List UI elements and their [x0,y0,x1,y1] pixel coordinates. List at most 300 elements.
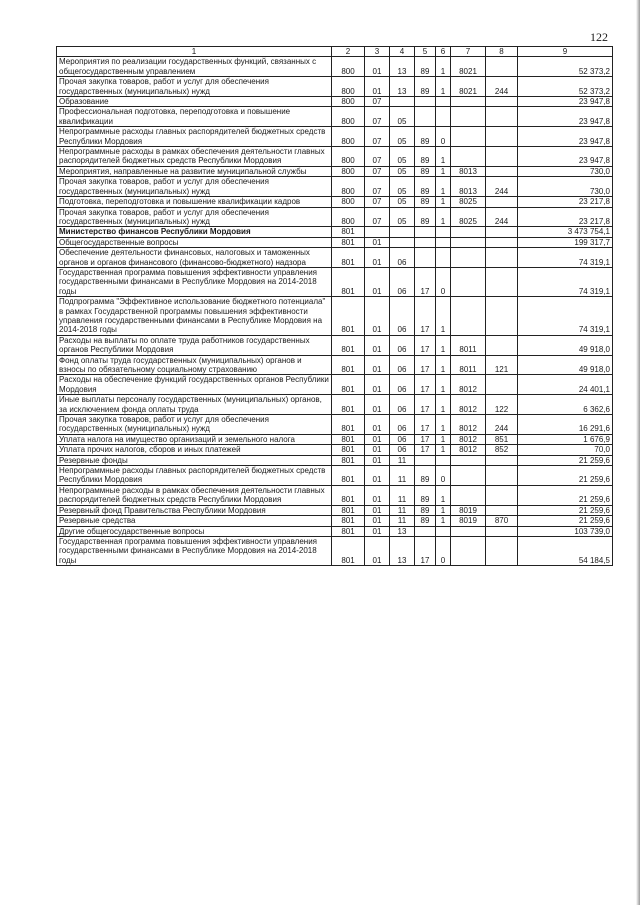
cell-program: 89 [415,516,436,526]
cell-expense-name: Мероприятия по реализации государственных функций, связанных с общегосударственным управлением [57,57,332,77]
cell-subprogram: 1 [436,415,451,435]
cell-section: 07 [365,177,390,197]
cell-amount: 52 373,2 [518,57,613,77]
cell-subprogram: 0 [436,127,451,147]
cell-subprogram: 1 [436,207,451,227]
cell-expense-name: Иные выплаты персоналу государственных (муниципальных) органов, за исключением фонда оплаты труда [57,395,332,415]
cell-program [415,455,436,465]
cell-ministry-code: 801 [332,248,365,268]
cell-expense-name: Государственная программа повышения эффективности управления государственными финансами в Республике Мордовия на 2014-2018 годы [57,536,332,565]
cell-subsection [390,227,415,237]
cell-subsection: 13 [390,57,415,77]
cell-subprogram [436,526,451,536]
cell-subsection: 11 [390,485,415,505]
cell-program [415,248,436,268]
cell-subsection: 06 [390,297,415,336]
cell-section: 01 [365,434,390,444]
cell-subprogram: 0 [436,466,451,486]
cell-amount: 6 362,6 [518,395,613,415]
cell-expense-type [486,248,518,268]
cell-amount: 54 184,5 [518,536,613,565]
cell-ministry-code: 800 [332,57,365,77]
cell-section: 07 [365,127,390,147]
cell-expense-name: Прочая закупка товаров, работ и услуг для обеспечения государственных (муниципальных) нужд [57,77,332,97]
cell-subsection: 06 [390,434,415,444]
cell-subprogram [436,97,451,107]
cell-subprogram: 1 [436,445,451,455]
cell-program [415,237,436,247]
cell-target-item [451,227,486,237]
cell-expense-name: Прочая закупка товаров, работ и услуг для обеспечения государственных (муниципальных) нужд [57,207,332,227]
cell-ministry-code: 801 [332,445,365,455]
table-row [57,536,613,565]
cell-section: 07 [365,97,390,107]
cell-expense-name: Подготовка, переподготовка и повышение квалификации кадров [57,197,332,207]
cell-ministry-code: 801 [332,485,365,505]
cell-target-item [451,237,486,247]
cell-target-item [451,107,486,127]
table-row [57,434,613,444]
cell-ministry-code: 801 [332,434,365,444]
cell-subsection: 05 [390,147,415,167]
cell-expense-name: Образование [57,97,332,107]
cell-ministry-code: 801 [332,415,365,435]
cell-subprogram: 1 [436,166,451,176]
cell-amount: 21 259,6 [518,505,613,515]
cell-target-item: 8025 [451,197,486,207]
cell-program: 17 [415,395,436,415]
cell-expense-type [486,455,518,465]
cell-ministry-code: 801 [332,455,365,465]
cell-subsection: 06 [390,267,415,296]
cell-target-item [451,248,486,268]
cell-subprogram: 1 [436,297,451,336]
cell-amount: 23 947,8 [518,147,613,167]
table-row [57,297,613,336]
cell-expense-type: 121 [486,355,518,375]
cell-expense-type [486,227,518,237]
cell-expense-name: Уплата прочих налогов, сборов и иных платежей [57,445,332,455]
cell-target-item: 8012 [451,395,486,415]
cell-amount: 730,0 [518,177,613,197]
cell-ministry-code: 800 [332,107,365,127]
cell-amount: 23 217,8 [518,207,613,227]
cell-subprogram: 1 [436,57,451,77]
cell-target-item [451,485,486,505]
column-header: 2 [332,47,365,57]
table-row [57,395,613,415]
cell-ministry-code: 800 [332,97,365,107]
cell-program: 17 [415,355,436,375]
cell-expense-name: Уплата налога на имущество организаций и земельного налога [57,434,332,444]
cell-amount: 21 259,6 [518,455,613,465]
cell-expense-name: Государственная программа повышения эффективности управления государственными финансами в Республике Мордовия на 2014-2018 годы [57,267,332,296]
cell-amount: 24 401,1 [518,375,613,395]
cell-expense-type: 122 [486,395,518,415]
cell-ministry-code: 801 [332,355,365,375]
cell-amount: 74 319,1 [518,267,613,296]
cell-program [415,526,436,536]
cell-program: 89 [415,77,436,97]
cell-expense-name: Непрограммные расходы главных распорядителей бюджетных средств Республики Мордовия [57,127,332,147]
cell-subsection: 06 [390,445,415,455]
cell-expense-type: 244 [486,207,518,227]
cell-section: 07 [365,107,390,127]
cell-ministry-code: 801 [332,237,365,247]
cell-subprogram: 1 [436,177,451,197]
cell-expense-name: Прочая закупка товаров, работ и услуг для обеспечения государственных (муниципальных) нужд [57,415,332,435]
cell-amount: 49 918,0 [518,355,613,375]
cell-expense-name: Другие общегосударственные вопросы [57,526,332,536]
table-row [57,526,613,536]
cell-expense-type [486,526,518,536]
budget-table [56,46,613,566]
cell-target-item [451,267,486,296]
cell-target-item: 8011 [451,335,486,355]
cell-target-item [451,127,486,147]
table-row [57,375,613,395]
cell-subprogram [436,248,451,268]
cell-ministry-code: 801 [332,297,365,336]
cell-program: 89 [415,57,436,77]
cell-subprogram: 0 [436,536,451,565]
cell-subprogram: 1 [436,516,451,526]
cell-subprogram: 0 [436,267,451,296]
column-header: 5 [415,47,436,57]
cell-section: 07 [365,166,390,176]
cell-subprogram: 1 [436,335,451,355]
cell-amount: 16 291,6 [518,415,613,435]
cell-expense-type [486,237,518,247]
scan-edge-shadow [636,0,640,905]
table-row [57,147,613,167]
header-row [57,47,613,57]
cell-subprogram [436,237,451,247]
cell-ministry-code: 801 [332,227,365,237]
cell-target-item: 8021 [451,57,486,77]
column-header: 4 [390,47,415,57]
cell-expense-type [486,375,518,395]
cell-target-item: 8013 [451,177,486,197]
cell-expense-type [486,536,518,565]
cell-subprogram: 1 [436,147,451,167]
cell-expense-type [486,505,518,515]
cell-ministry-code: 800 [332,77,365,97]
cell-ministry-code: 800 [332,166,365,176]
cell-subsection: 11 [390,455,415,465]
cell-expense-type: 244 [486,177,518,197]
cell-target-item: 8012 [451,415,486,435]
cell-amount: 21 259,6 [518,516,613,526]
cell-ministry-code: 800 [332,127,365,147]
cell-target-item: 8019 [451,516,486,526]
cell-program: 17 [415,415,436,435]
cell-target-item [451,526,486,536]
cell-subprogram: 1 [436,375,451,395]
cell-program: 17 [415,434,436,444]
table-row [57,355,613,375]
cell-subsection: 11 [390,466,415,486]
cell-section: 07 [365,197,390,207]
cell-section: 07 [365,147,390,167]
cell-section: 01 [365,237,390,247]
cell-target-item [451,536,486,565]
cell-section: 01 [365,248,390,268]
cell-section: 01 [365,415,390,435]
cell-target-item [451,97,486,107]
table-row [57,237,613,247]
cell-subsection: 05 [390,177,415,197]
cell-amount: 21 259,6 [518,466,613,486]
cell-target-item [451,147,486,167]
cell-target-item: 8019 [451,505,486,515]
table-body [57,57,613,566]
cell-program: 89 [415,177,436,197]
cell-target-item: 8025 [451,207,486,227]
cell-ministry-code: 800 [332,147,365,167]
cell-section: 01 [365,375,390,395]
cell-subsection: 13 [390,536,415,565]
cell-section: 07 [365,207,390,227]
table-row [57,127,613,147]
table-row [57,466,613,486]
cell-subsection: 06 [390,395,415,415]
cell-program: 89 [415,207,436,227]
cell-target-item [451,455,486,465]
cell-amount: 23 947,8 [518,97,613,107]
cell-ministry-code: 801 [332,466,365,486]
table-row [57,77,613,97]
table-row [57,248,613,268]
cell-subprogram: 1 [436,485,451,505]
cell-expense-name: Резервный фонд Правительства Республики Мордовия [57,505,332,515]
cell-section: 01 [365,57,390,77]
cell-subprogram: 1 [436,395,451,415]
cell-program: 89 [415,505,436,515]
cell-expense-type [486,57,518,77]
cell-target-item: 8012 [451,445,486,455]
cell-subprogram: 1 [436,355,451,375]
cell-program: 17 [415,267,436,296]
cell-ministry-code: 800 [332,207,365,227]
cell-expense-name: Резервные фонды [57,455,332,465]
cell-subsection: 05 [390,207,415,227]
cell-expense-name: Подпрограмма "Эффективное использование бюджетного потенциала" в рамках Государственной программы повышения эффективности управления государственными финансами в Республике Мордовия на 2014-2018 годы [57,297,332,336]
table-row [57,267,613,296]
cell-expense-type [486,107,518,127]
table-row [57,97,613,107]
cell-expense-name: Расходы на обеспечение функций государственных органов Республики Мордовия [57,375,332,395]
cell-amount: 199 317,7 [518,237,613,247]
cell-amount: 730,0 [518,166,613,176]
cell-subsection: 11 [390,516,415,526]
cell-section [365,227,390,237]
cell-ministry-code: 801 [332,516,365,526]
cell-program: 89 [415,166,436,176]
cell-expense-name: Фонд оплаты труда государственных (муниципальных) органов и взносы по обязательному социальному страхованию [57,355,332,375]
cell-subprogram [436,107,451,127]
table-row [57,445,613,455]
column-header: 8 [486,47,518,57]
table-row [57,415,613,435]
cell-target-item: 8012 [451,434,486,444]
cell-subsection: 11 [390,505,415,515]
cell-subsection [390,97,415,107]
cell-expense-name: Общегосударственные вопросы [57,237,332,247]
cell-expense-name: Непрограммные расходы главных распорядителей бюджетных средств Республики Мордовия [57,466,332,486]
cell-program [415,107,436,127]
cell-expense-type: 244 [486,77,518,97]
cell-section: 01 [365,267,390,296]
cell-section: 01 [365,77,390,97]
cell-subsection: 06 [390,248,415,268]
cell-expense-name: Резервные средства [57,516,332,526]
cell-program: 89 [415,147,436,167]
cell-amount: 1 676,9 [518,434,613,444]
cell-program [415,227,436,237]
table-row [57,505,613,515]
table-row [57,166,613,176]
cell-section: 01 [365,485,390,505]
cell-section: 01 [365,445,390,455]
cell-expense-type [486,297,518,336]
cell-section: 01 [365,505,390,515]
cell-program: 89 [415,127,436,147]
cell-ministry-code: 801 [332,526,365,536]
cell-section: 01 [365,395,390,415]
cell-expense-type: 244 [486,415,518,435]
cell-program [415,97,436,107]
cell-ministry-code: 801 [332,375,365,395]
cell-ministry-code: 801 [332,267,365,296]
cell-section: 01 [365,466,390,486]
cell-program: 17 [415,445,436,455]
cell-amount: 21 259,6 [518,485,613,505]
cell-expense-type: 852 [486,445,518,455]
cell-expense-type [486,466,518,486]
cell-subsection: 13 [390,526,415,536]
cell-ministry-code: 800 [332,197,365,207]
cell-expense-name: Непрограммные расходы в рамках обеспечения деятельности главных распорядителей бюджетных средств Республики Мордовия [57,147,332,167]
cell-subsection: 05 [390,107,415,127]
cell-subprogram: 1 [436,77,451,97]
cell-ministry-code: 801 [332,536,365,565]
cell-subsection: 05 [390,127,415,147]
cell-amount: 74 319,1 [518,248,613,268]
cell-subprogram [436,227,451,237]
table-row [57,57,613,77]
column-header: 7 [451,47,486,57]
cell-amount: 103 739,0 [518,526,613,536]
cell-expense-type [486,147,518,167]
cell-expense-type [486,485,518,505]
cell-expense-name: Профессиональная подготовка, переподготовка и повышение квалификации [57,107,332,127]
table-row [57,335,613,355]
cell-expense-name: Непрограммные расходы в рамках обеспечения деятельности главных распорядителей бюджетных средств Республики Мордовия [57,485,332,505]
table-row [57,197,613,207]
cell-expense-name: Мероприятия, направленные на развитие муниципальной службы [57,166,332,176]
cell-expense-type: 851 [486,434,518,444]
cell-ministry-code: 801 [332,395,365,415]
cell-expense-type [486,166,518,176]
cell-program: 17 [415,297,436,336]
cell-subsection: 06 [390,355,415,375]
table-row [57,107,613,127]
cell-amount: 23 947,8 [518,127,613,147]
cell-subprogram: 1 [436,197,451,207]
cell-subsection: 06 [390,335,415,355]
cell-amount: 3 473 754,1 [518,227,613,237]
cell-program: 89 [415,466,436,486]
cell-amount: 49 918,0 [518,335,613,355]
cell-expense-name: Обеспечение деятельности финансовых, налоговых и таможенных органов и органов финансового (финансово-бюджетного) надзора [57,248,332,268]
cell-section: 01 [365,355,390,375]
page-number: 122 [590,30,608,44]
column-header: 6 [436,47,451,57]
table-row [57,455,613,465]
cell-ministry-code: 800 [332,177,365,197]
cell-subsection: 06 [390,415,415,435]
cell-amount: 70,0 [518,445,613,455]
cell-target-item: 8013 [451,166,486,176]
cell-expense-type: 870 [486,516,518,526]
cell-expense-type [486,197,518,207]
table-row [57,516,613,526]
column-header: 9 [518,47,613,57]
cell-subprogram [436,455,451,465]
cell-target-item [451,466,486,486]
cell-program: 17 [415,536,436,565]
cell-subsection [390,237,415,247]
cell-expense-name: Прочая закупка товаров, работ и услуг для обеспечения государственных (муниципальных) нужд [57,177,332,197]
cell-amount: 74 319,1 [518,297,613,336]
cell-target-item [451,297,486,336]
cell-subprogram: 1 [436,434,451,444]
cell-program: 17 [415,335,436,355]
cell-section: 01 [365,526,390,536]
cell-expense-type [486,97,518,107]
cell-expense-type [486,127,518,147]
cell-subprogram: 1 [436,505,451,515]
column-header: 3 [365,47,390,57]
cell-section: 01 [365,297,390,336]
cell-section: 01 [365,516,390,526]
cell-ministry-code: 801 [332,505,365,515]
cell-subsection: 05 [390,197,415,207]
cell-target-item: 8012 [451,375,486,395]
cell-expense-type [486,267,518,296]
cell-subsection: 13 [390,77,415,97]
table-row [57,485,613,505]
table-row [57,227,613,237]
cell-amount: 23 947,8 [518,107,613,127]
cell-section: 01 [365,455,390,465]
cell-section: 01 [365,536,390,565]
cell-expense-name: Расходы на выплаты по оплате труда работников государственных органов Республики Мордовия [57,335,332,355]
cell-target-item: 8021 [451,77,486,97]
table-row [57,207,613,227]
table-row [57,177,613,197]
cell-ministry-code: 801 [332,335,365,355]
cell-expense-name: Министерство финансов Республики Мордовия [57,227,332,237]
cell-program: 89 [415,485,436,505]
cell-target-item: 8011 [451,355,486,375]
column-header: 1 [57,47,332,57]
cell-program: 89 [415,197,436,207]
cell-subsection: 06 [390,375,415,395]
cell-expense-type [486,335,518,355]
cell-subsection: 05 [390,166,415,176]
